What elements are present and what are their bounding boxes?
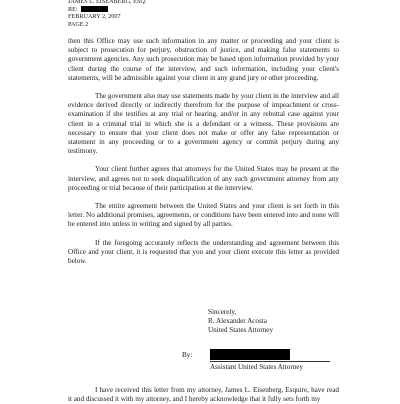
by-signature [182,349,330,372]
body-paragraph: Your client further agrees that attorneys for the United States may be present at the interview, and agrees not to seek disqualification of any such government attorney from any proceeding or trial because of their participation at the interview. [68,165,339,192]
signer-title: United States Attorney [208,326,274,335]
signer-name: R. Alexander Acosta [208,317,267,326]
redaction-box [210,349,290,360]
redaction-box [81,6,108,12]
letter-date: FEBRUARY 2, 2007 [68,13,121,21]
signature-line [210,361,330,362]
letter-header [68,0,146,28]
by-block [210,349,330,372]
addressee: JAMES L. EISENBERG, ESQ. [68,0,147,5]
letter-body [68,37,339,275]
page-number: PAGE 2 [68,20,89,28]
closing: Sincerely, [208,308,237,316]
body-paragraph: If the foregoing accurately reflects the understanding and agreement between this Office and your client, it is requested that you and your client execute this letter as provided below. [68,238,339,266]
body-paragraph: then this Office may use such information in any matter or proceeding and your client is subject to prosecution for perjury, obstruction of justice, and making false statements to government agencies. Any such prosecution may be based upon information provided by your client during the course of the interview, and such information, including your client's statements, will be admissible against your client in any grand jury or other proceeding. [68,37,339,82]
assistant-title: Assistant United States Attorney [210,363,304,371]
re-line [68,6,146,14]
re-label: RE: [68,5,78,13]
by-label: By: [182,351,193,359]
acknowledgment-text: I have received this letter from my attorney, James L. Eisenberg, Esquire, have read it and discussed it with my attorney, and I hereby acknowledge that it fully sets forth my [68,386,339,404]
signature-block [208,308,273,336]
body-paragraph: The entire agreement between the United States and your client is set forth in this letter. No additional promises, agreements, or conditions have been entered into and none will be entered into unless in writing and signed by all parties. [68,202,339,229]
body-paragraph: The government also may use statements made by your client in the interview and all evidence derived directly or indirectly therefrom for the purpose of impeachment or cross-examination if she testifies at any trial or hearing, and/or in any rebuttal case against your client in a criminal trial in which she is a defendant or a witness. These provisions are necessary to ensure that your client does not make or offer any false representation or statement in any proceeding or to a government agency or commit perjury during any testimony. [68,92,339,156]
